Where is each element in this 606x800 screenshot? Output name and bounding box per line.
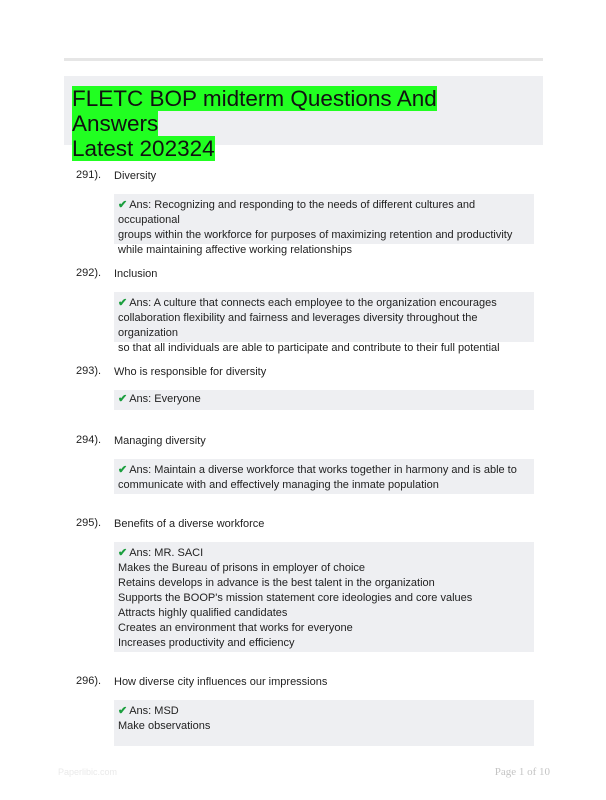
- answer-line: Ans: MSD: [129, 705, 179, 717]
- answer-line: Creates an environment that works for everyone: [118, 622, 353, 634]
- question-text: Diversity: [114, 170, 157, 182]
- answer-line: while maintaining affective working relationships: [118, 244, 352, 256]
- answer-line: Increases productivity and efficiency: [118, 637, 295, 649]
- title-line-1: FLETC BOP midterm Questions And Answers: [72, 86, 437, 136]
- answer-line: Ans: MR. SACI: [129, 547, 204, 559]
- answer-line: Ans: A culture that connects each employee to the organization encourages: [129, 297, 497, 309]
- question-number: 296).: [76, 675, 102, 687]
- question-text: How diverse city influences our impressions: [114, 676, 328, 688]
- checkmark-icon: ✔: [118, 297, 128, 309]
- answer-box: [114, 459, 534, 494]
- question-number: 293).: [76, 365, 102, 377]
- answer-box: [114, 542, 534, 652]
- answer-line: Ans: Maintain a diverse workforce that works together in harmony and is able to: [129, 464, 517, 476]
- question-text: Managing diversity: [114, 435, 206, 447]
- question-number: 291).: [76, 169, 102, 181]
- answer-line: Make observations: [118, 720, 211, 732]
- answer-line: groups within the workforce for purposes of maximizing retention and productivity: [118, 229, 513, 241]
- question-number: 294).: [76, 434, 102, 446]
- title-line-2: Latest 202324: [72, 136, 215, 161]
- page-title: [72, 86, 512, 161]
- answer-line: Retains develops in advance is the best talent in the organization: [118, 577, 435, 589]
- answer-line: Ans: Everyone: [129, 393, 201, 405]
- question-text: Benefits of a diverse workforce: [114, 518, 265, 530]
- question-number: 292).: [76, 267, 102, 279]
- checkmark-icon: ✔: [118, 199, 128, 211]
- answer-line: collaboration flexibility and fairness and leverages diversity throughout the organization: [118, 312, 478, 339]
- answer-box: [114, 700, 534, 746]
- answer-box: [114, 390, 534, 410]
- answer-line: Attracts highly qualified candidates: [118, 607, 288, 619]
- answer-box: [114, 194, 534, 256]
- answer-line: Makes the Bureau of prisons in employer of choice: [118, 562, 366, 574]
- checkmark-icon: ✔: [118, 393, 128, 405]
- checkmark-icon: ✔: [118, 547, 128, 559]
- checkmark-icon: ✔: [118, 464, 128, 476]
- answer-line: communicate with and effectively managing the inmate population: [118, 479, 439, 491]
- answer-line: Supports the BOOP's mission statement core ideologies and core values: [118, 592, 473, 604]
- question-text: Inclusion: [114, 268, 158, 280]
- question-number: 295).: [76, 517, 102, 529]
- footer-watermark: Paperlibic.com: [58, 767, 118, 777]
- top-divider: [64, 58, 543, 61]
- checkmark-icon: ✔: [118, 705, 128, 717]
- answer-line: Ans: Recognizing and responding to the needs of different cultures and occupational: [118, 199, 476, 226]
- page-indicator: Page 1 of 10: [494, 766, 550, 778]
- question-text: Who is responsible for diversity: [114, 366, 267, 378]
- answer-line: so that all individuals are able to participate and contribute to their full potential: [118, 342, 500, 354]
- answer-box: [114, 292, 534, 354]
